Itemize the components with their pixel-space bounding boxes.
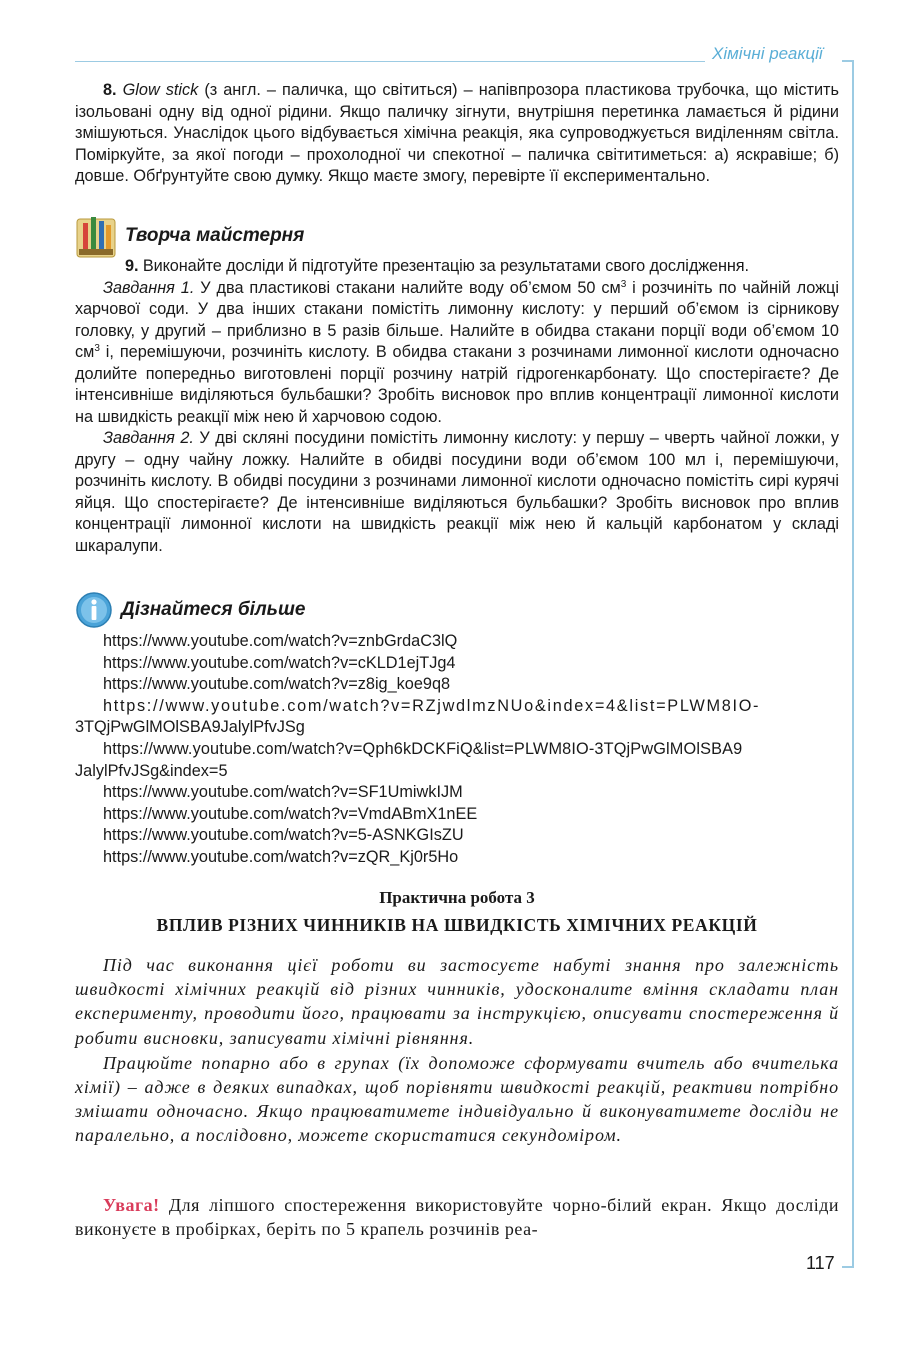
link-item-line-2[interactable]: 3TQjPwGlMOlSBA9JalylPfvJSg [75, 718, 305, 737]
link-item[interactable]: https://www.youtube.com/watch?v=cKLD1ejTJg4 [103, 653, 456, 672]
link-item-line-1[interactable]: https://www.youtube.com/watch?v=RZjwdlmzNUo&index=4&list=PLWM8IO- [103, 696, 761, 715]
link-list [75, 631, 839, 869]
link-item[interactable]: https://www.youtube.com/watch?v=z8ig_koe9q8 [103, 675, 451, 694]
header-rule [75, 61, 705, 62]
warning-label: Увага! [103, 1195, 160, 1215]
learn-more-title: Дізнайтеся більше [121, 599, 306, 620]
practical-heading: ВПЛИВ РІЗНИХ ЧИННИКІВ НА ШВИДКІСТЬ ХІМІЧНИХ РЕАКЦІЙ [156, 915, 758, 935]
section-title: Хімічні реакції [712, 44, 823, 63]
workshop-title: Творча майстерня [125, 225, 305, 246]
assignment-1-sup-1: 3 [620, 278, 627, 290]
task-8-number: 8. [103, 81, 117, 99]
workshop-heading [75, 218, 304, 254]
practical-paragraph-1: Під час виконання цієї роботи ви застосуєте набуті знання про залежність швидкості хімічних реакцій від різних чинників, удосконалите вміння складати план експерименту, проводити його, працювати за інструкцією, описувати спостереження й робити висновки, записувати хімічні рівняння. [75, 955, 839, 1048]
link-item[interactable]: https://www.youtube.com/watch?v=SF1UmiwkIJM [103, 783, 463, 802]
side-rule [852, 61, 854, 1267]
assignment-2-label: Завдання 2. [103, 429, 194, 447]
link-item[interactable]: https://www.youtube.com/watch?v=znbGrdaC3lQ [103, 632, 458, 650]
task-9-assignment-1 [75, 278, 839, 429]
link-item[interactable]: https://www.youtube.com/watch?v=VmdABmX1nEE [103, 804, 478, 823]
practical-paragraph-2: Працюйте попарно або в групах (їх допоможе сформувати вчитель або вчителька хімії) – адже в деяких випадках, щоб порівняти швидкості реакцій, реактиви потрібно змішати одночасно. Якщо працюватимете індивідуально й виконуватимете досліди не паралельно, а послідовно, можете скористатися секундоміром. [75, 1052, 839, 1146]
task-8-text: (з англ. – паличка, що світиться) – напівпрозора пластикова трубочка, що містить ізольовані одну від одної рідини. Якщо паличку зігнути, внутрішня перетинка ламається й рідини змішуються. Унаслідок цього відбувається хімічна реакція, яка супроводжується виділенням світла. Поміркуйте, за якої погоди – прохолодної чи спекотної – паличка світитиметься: а) яскравіше; б) довше. Обґрунтуйте свою думку. Якщо маєте змогу, перевірте її експериментально. [75, 81, 839, 185]
link-item-line-1[interactable]: https://www.youtube.com/watch?v=Qph6kDCKFiQ&list=PLWM8IO-3TQjPwGlMOlSBA9 [103, 739, 743, 758]
assignment-1-text-c: і, перемішуючи, розчиніть кислоту. В обидва стакани з розчинами лимонної кислоти одночасно долийте попередньо виготовлені порції розчину натрій гідрогенкарбонату. Що спостерігаєте? Де інтенсивніше виділяються бульбашки? Зробіть висновок про вплив концентрації лимонної кислоти на швидкість реакції між нею й харчовою содою. [75, 343, 839, 426]
task-8-term: Glow stick [122, 81, 199, 99]
assignment-2-text: У дві скляні посудини помістіть лимонну кислоту: у першу – чверть чайної ложки, у другу – одну чайну ложку. Налийте в обидві посудини води об’ємом 100 мл і, перемішуючи, розчиніть кислоту. В обидві посудини з розчинами лимонної кислоти одночасно помістіть сирі курячі яйця. Що спостерігаєте? Де інтенсивніше виділяються бульбашки? Зробіть висновок про вплив концентрації лимонної кислоти на швидкість реакції між нею й кальцій карбонатом у складі шкаралупи. [75, 429, 839, 555]
task-9 [75, 256, 839, 557]
practical-intro [75, 953, 839, 1148]
info-icon [75, 591, 113, 629]
assignment-1-text-a: У два пластикові стакани налийте воду об’ємом 50 см [194, 278, 621, 297]
task-9-text: Виконайте досліди й підготуйте презентацію за результатами свого дослідження. [138, 257, 749, 275]
link-item[interactable]: https://www.youtube.com/watch?v=5-ASNKGIsZU [103, 826, 464, 845]
task-9-number: 9. [125, 257, 139, 275]
warning-paragraph [75, 1193, 839, 1241]
assignment-1-sup-2: 3 [94, 343, 100, 354]
learn-more-heading [75, 592, 305, 628]
task-9-assignment-2 [75, 428, 839, 557]
task-9-intro [75, 256, 839, 278]
link-item-line-2[interactable]: JalylPfvJSg&index=5 [75, 761, 228, 780]
assignment-1-label: Завдання 1. [103, 278, 195, 297]
practical-title: Практична робота 3 [379, 888, 535, 907]
side-rule-top-tick [842, 60, 854, 62]
practical-warning [75, 1193, 839, 1241]
assignment-1-text-b: і розчиніть по чайній ложці харчової соди. У два інших стакани помістіть лимонну кислоту: у перший об’ємом із сірникову головку, у другий – приблизно в 5 разів більше. Налийте в обидва стакани порції води об’ємом 10 см [75, 278, 839, 361]
task-8 [75, 80, 839, 188]
paint-brushes-icon [75, 213, 119, 259]
task-8-paragraph [75, 80, 839, 188]
warning-text: Для ліпшого спостереження використовуйте чорно-білий екран. Якщо досліди виконуєте в пробірках, беріть по 5 крапель розчинів реа- [75, 1195, 839, 1240]
link-item[interactable]: https://www.youtube.com/watch?v=zQR_Kj0r5Ho [103, 847, 459, 866]
page-number: 117 [806, 1253, 835, 1273]
side-rule-bottom-tick [842, 1266, 854, 1268]
